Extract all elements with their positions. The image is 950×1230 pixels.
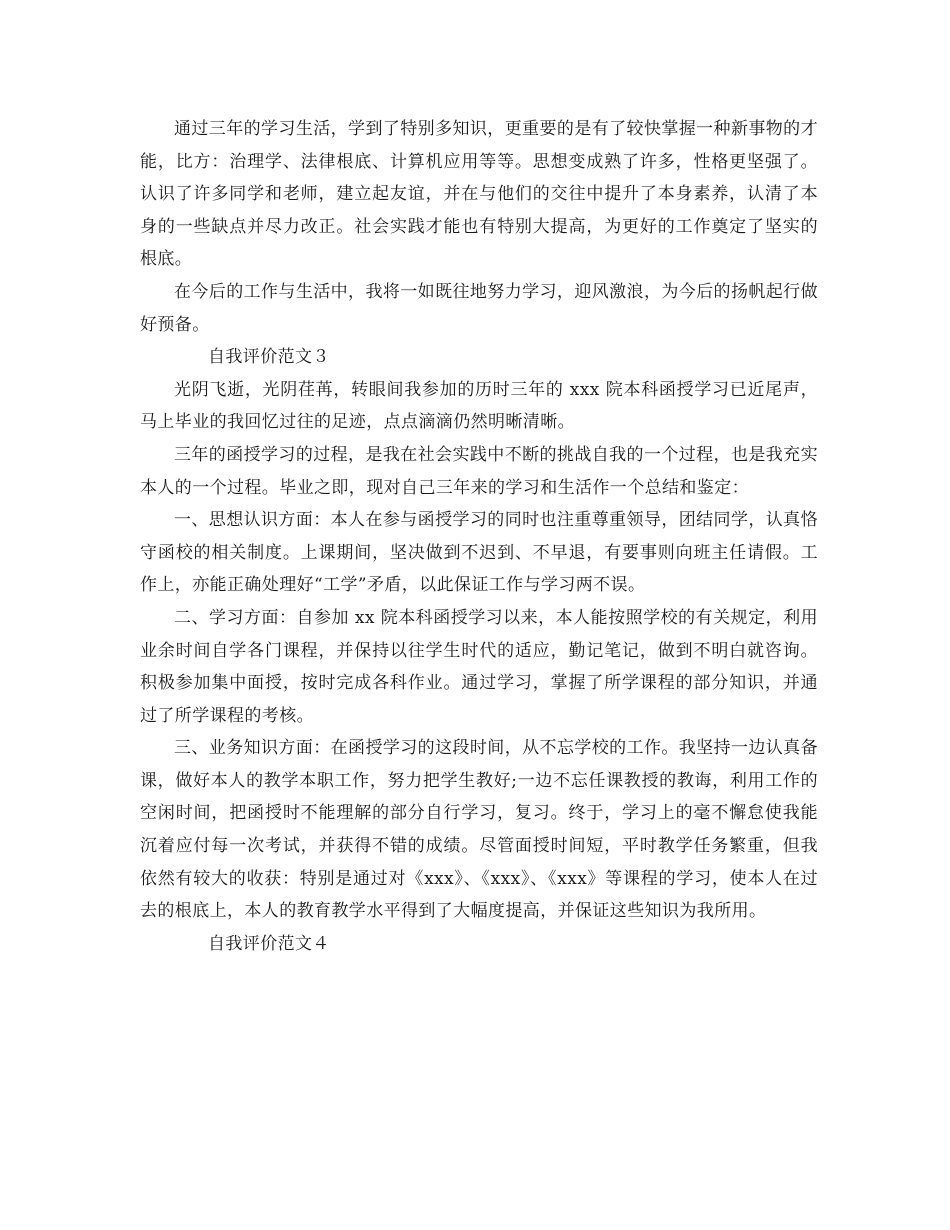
paragraph-intro: 光阴飞逝，光阴荏苒，转眼间我参加的历时三年的 xxx 院本科函授学习已近尾声，马上毕业的我回忆过往的足迹，点点滴滴仍然明晰清晰。 — [140, 379, 818, 433]
section-heading-4: 自我评价范文４ — [208, 933, 330, 954]
paragraph-business: 三、业务知识方面：在函授学习的这段时间，从不忘学校的工作。我坚持一边认真备课，做好本人的教学本职工作，努力把学生教好;一边不忘任课教授的教诲，利用工作的空闲时间，把函授时不能理解的部分自行学习，复习。终于，学习上的毫不懈怠使我能沉着应付每一次考试，并获得不错的成绩。尽管面授时间短，平时教学任务繁重，但我依然有较大的收获：特别是通过对《xxx》、《xxx》、《xxx》等课程的学习，使本人在过去的根底上，本人的教育教学水平得到了大幅度提高，并保证这些知识为我所用。 — [140, 738, 818, 922]
paragraph-thought: 一、思想认识方面：本人在参与函授学习的同时也注重尊重领导，团结同学，认真恪守函校的相关制度。上课期间，坚决做到不迟到、不早退，有要事则向班主任请假。工作上，亦能正确处理好“工学”矛盾，以此保证工作与学习两不误。 — [140, 510, 818, 596]
paragraph-study: 二、学习方面：自参加 xx 院本科函授学习以来，本人能按照学校的有关规定，利用业余时间自学各门课程，并保持以往学生时代的适应，勤记笔记，做到不明白就咨询。积极参加集中面授，按时完成各科作业。通过学习，掌握了所学课程的部分知识，并通过了所学课程的考核。 — [140, 607, 818, 726]
paragraph-process: 三年的函授学习的过程，是我在社会实践中不断的挑战自我的一个过程，也是我充实本人的一个过程。毕业之即，现对自己三年来的学习和生活作一个总结和鉴定： — [140, 444, 818, 498]
document-body — [140, 113, 818, 960]
paragraph-summary: 通过三年的学习生活，学到了特别多知识，更重要的是有了较快掌握一种新事物的才能，比方：治理学、法律根底、计算机应用等等。思想变成熟了许多，性格更坚强了。认识了许多同学和老师，建立起友谊，并在与他们的交往中提升了本身素养，认清了本身的一些缺点并尽力改正。社会实践才能也有特别大提高，为更好的工作奠定了坚实的根底。 — [140, 119, 818, 270]
section-heading-3: 自我评价范文３ — [208, 347, 330, 368]
paragraph-future-plan: 在今后的工作与生活中，我将一如既往地努力学习，迎风激浪，为今后的扬帆起行做好预备。 — [140, 281, 818, 335]
